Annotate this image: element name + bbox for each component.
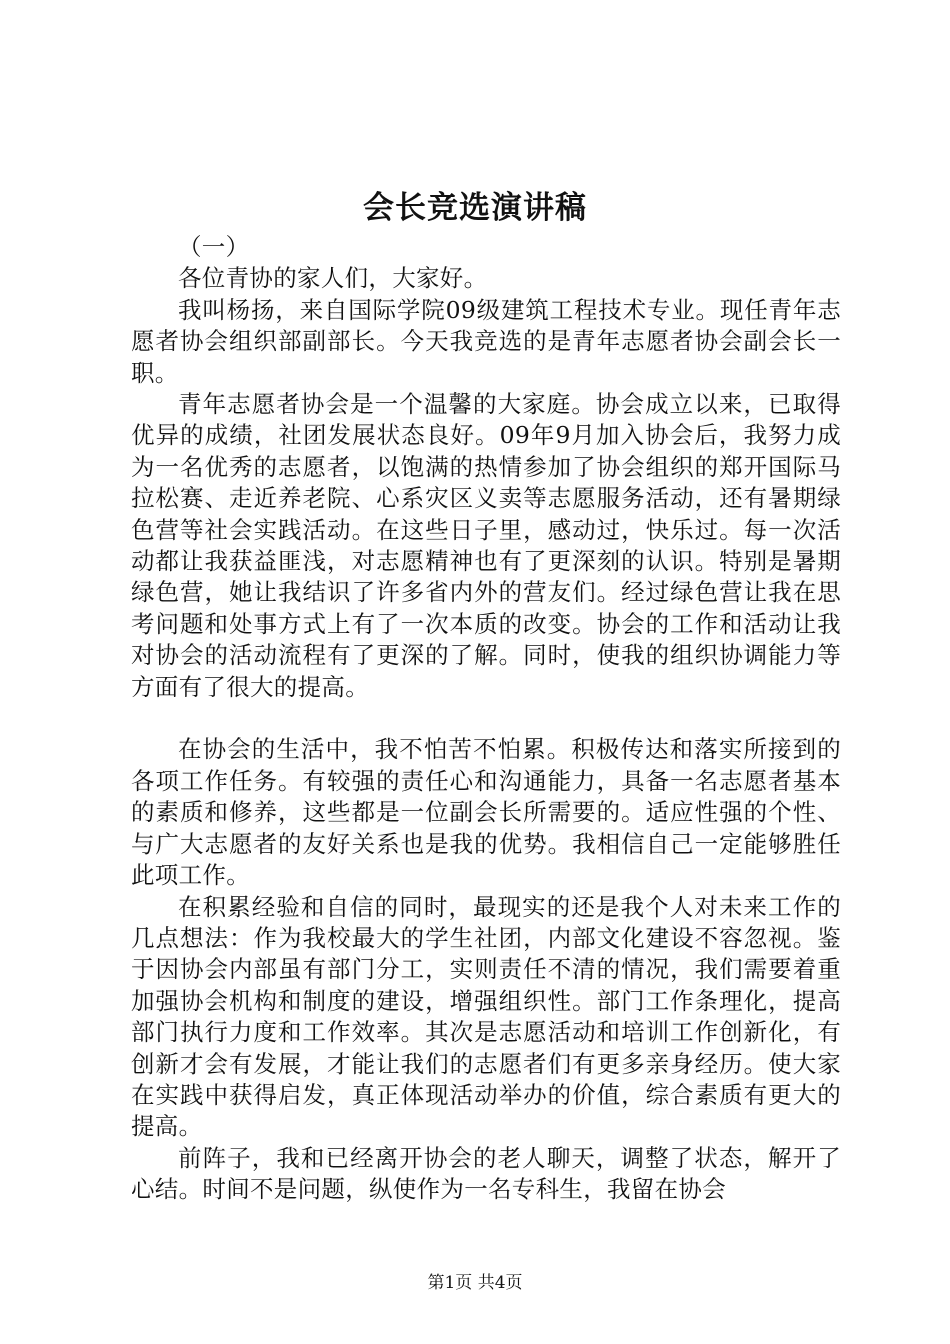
document-body xyxy=(131,232,841,1206)
paragraph-recent-reflection: 前阵子，我和已经离开协会的老人聊天，调整了状态，解开了心结。时间不是问题，纵使作为一名专科生，我留在协会 xyxy=(131,1143,841,1204)
paragraph-heading: （一） xyxy=(178,233,250,261)
document-title: 会长竞选演讲稿 xyxy=(363,190,587,226)
paragraph-personal-qualities: 在协会的生活中，我不怕苦不怕累。积极传达和落实所接到的各项工作任务。有较强的责任心和沟通能力，具备一名志愿者基本的素质和修养，这些都是一位副会长所需要的。适应性强的个性、与广大志愿者的友好关系也是我的优势。我相信自己一定能够胜任此项工作。 xyxy=(131,735,841,890)
paragraph-introduction: 我叫杨扬，来自国际学院09级建筑工程技术专业。现任青年志愿者协会组织部副部长。今天我竞选的是青年志愿者协会副会长一职。 xyxy=(131,295,841,387)
page-number-footer: 第1页 共4页 xyxy=(427,1273,523,1293)
paragraph-greeting: 各位青协的家人们，大家好。 xyxy=(178,264,488,293)
paragraph-future-plans: 在积累经验和自信的同时，最现实的还是我个人对未来工作的几点想法：作为我校最大的学生社团，内部文化建设不容忽视。鉴于因协会内部虽有部门分工，实则责任不清的情况，我们需要着重加强协会机构和制度的建设，增强组织性。部门工作条理化，提高部门执行力度和工作效率。其次是志愿活动和培训工作创新化，有创新才会有发展，才能让我们的志愿者们有更多亲身经历。使大家在实践中获得启发，真正体现活动举办的价值，综合素质有更大的提高。 xyxy=(131,892,841,1141)
paragraph-blank-line xyxy=(131,703,841,734)
paragraph-association-experience: 青年志愿者协会是一个温馨的大家庭。协会成立以来，已取得优异的成绩，社团发展状态良好。09年9月加入协会后，我努力成为一名优秀的志愿者，以饱满的热情参加了协会组织的郑开国际马拉松赛、走近养老院、心系灾区义卖等志愿服务活动，还有暑期绿色营等社会实践活动。在这些日子里，感动过，快乐过。每一次活动都让我获益匪浅，对志愿精神也有了更深刻的认识。特别是暑期绿色营，她让我结识了许多省内外的营友们。经过绿色营让我在思考问题和处事方式上有了一次本质的改变。协会的工作和活动让我对协会的活动流程有了更深的了解。同时，使我的组织协调能力等方面有了很大的提高。 xyxy=(131,390,841,701)
